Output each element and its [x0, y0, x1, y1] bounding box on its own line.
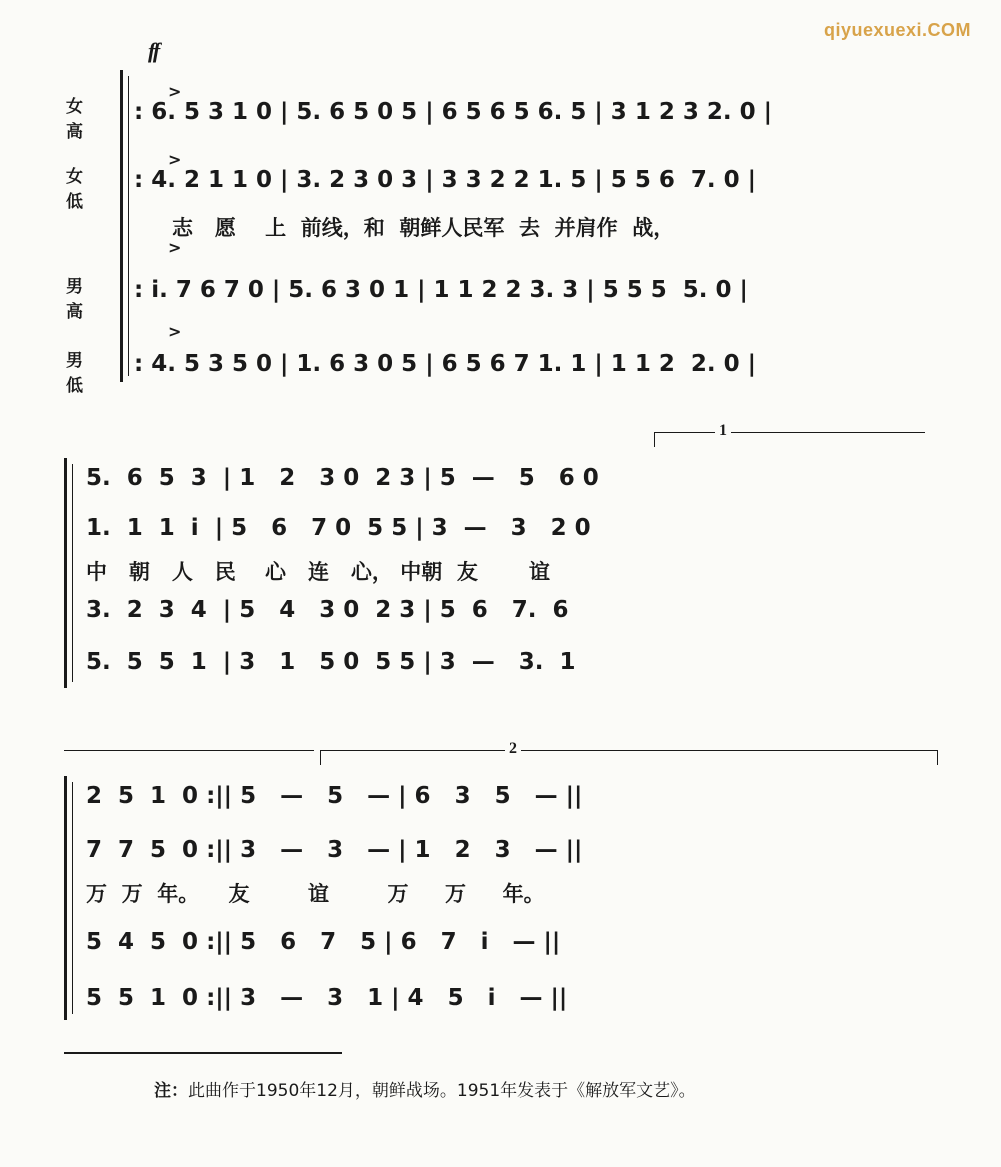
part-label-soprano: 女高 [66, 97, 83, 142]
score-row-tenor: 5 4 5 0 :|| 5 6 7 5 | 6 7 i — || [86, 929, 561, 955]
system-brace [120, 70, 123, 382]
score-row-bass: 5 5 1 0 :|| 3 — 3 1 | 4 5 i — || [86, 985, 568, 1011]
accent-mark: > [168, 82, 182, 101]
footnote-label: 注： [154, 1081, 188, 1101]
score-row-alto: 7 7 5 0 :|| 3 — 3 — | 1 2 3 — || [86, 837, 583, 863]
score-row-alto: : 4. 2 1 1 0 | 3. 2 3 0 3 | 3 3 2 2 1. 5 | 5 5 6 7. 0 | [134, 167, 757, 193]
volta-bracket-2 [320, 750, 938, 765]
score-row-soprano: 2 5 1 0 :|| 5 — 5 — | 6 3 5 — || [86, 783, 583, 809]
system-brace-inner [72, 782, 73, 1014]
part-label-alto: 女低 [66, 167, 83, 212]
system-brace [64, 458, 67, 688]
accent-mark: > [168, 238, 182, 257]
system-brace [64, 776, 67, 1020]
footnote-text: 此曲作于1950年12月，朝鲜战场。1951年发表于《解放军文艺》。 [188, 1081, 696, 1101]
score-row-alto: 1. 1 1 i | 5 6 7 0 5 5 | 3 — 3 2 0 [86, 515, 591, 541]
score-row-tenor: : i. 7 6 7 0 | 5. 6 3 0 1 | 1 1 2 2 3. 3 | 5 5 5 5. 0 | [134, 277, 748, 303]
system-brace-inner [72, 464, 73, 682]
watermark: qiyuexuexi.COM [823, 20, 971, 40]
volta-label: 2 [505, 740, 521, 758]
accent-mark: > [168, 322, 182, 341]
lyrics-line: 中 朝 人 民 心 连 心， 中朝 友 谊 [86, 560, 551, 584]
footnote [154, 1076, 696, 1101]
dynamics-marking: ff [148, 38, 159, 63]
lyrics-line: 志 愿 上 前线，和 朝鲜人民军 去 并肩作 战， [172, 216, 675, 240]
part-label-bass: 男低 [66, 351, 83, 396]
volta-bracket-1 [654, 432, 925, 447]
accent-mark: > [168, 150, 182, 169]
score-row-bass: 5. 5 5 1 | 3 1 5 0 5 5 | 3 — 3. 1 [86, 649, 576, 675]
system-brace-inner [128, 76, 129, 376]
volta-label: 1 [715, 422, 731, 440]
part-label-tenor: 男高 [66, 277, 83, 322]
score-row-bass: : 4. 5 3 5 0 | 1. 6 3 0 5 | 6 5 6 7 1. 1 | 1 1 2 2. 0 | [134, 351, 757, 377]
score-row-tenor: 3. 2 3 4 | 5 4 3 0 2 3 | 5 6 7. 6 [86, 597, 569, 623]
score-row-soprano: : 6. 5 3 1 0 | 5. 6 5 0 5 | 6 5 6 5 6. 5 | 3 1 2 3 2. 0 | [134, 99, 773, 125]
footnote-rule [64, 1052, 342, 1054]
lyrics-line: 万 万 年。 友 谊 万 万 年。 [86, 882, 545, 906]
score-row-soprano: 5. 6 5 3 | 1 2 3 0 2 3 | 5 — 5 6 0 [86, 465, 599, 491]
volta-bracket-1-continued [64, 750, 314, 765]
